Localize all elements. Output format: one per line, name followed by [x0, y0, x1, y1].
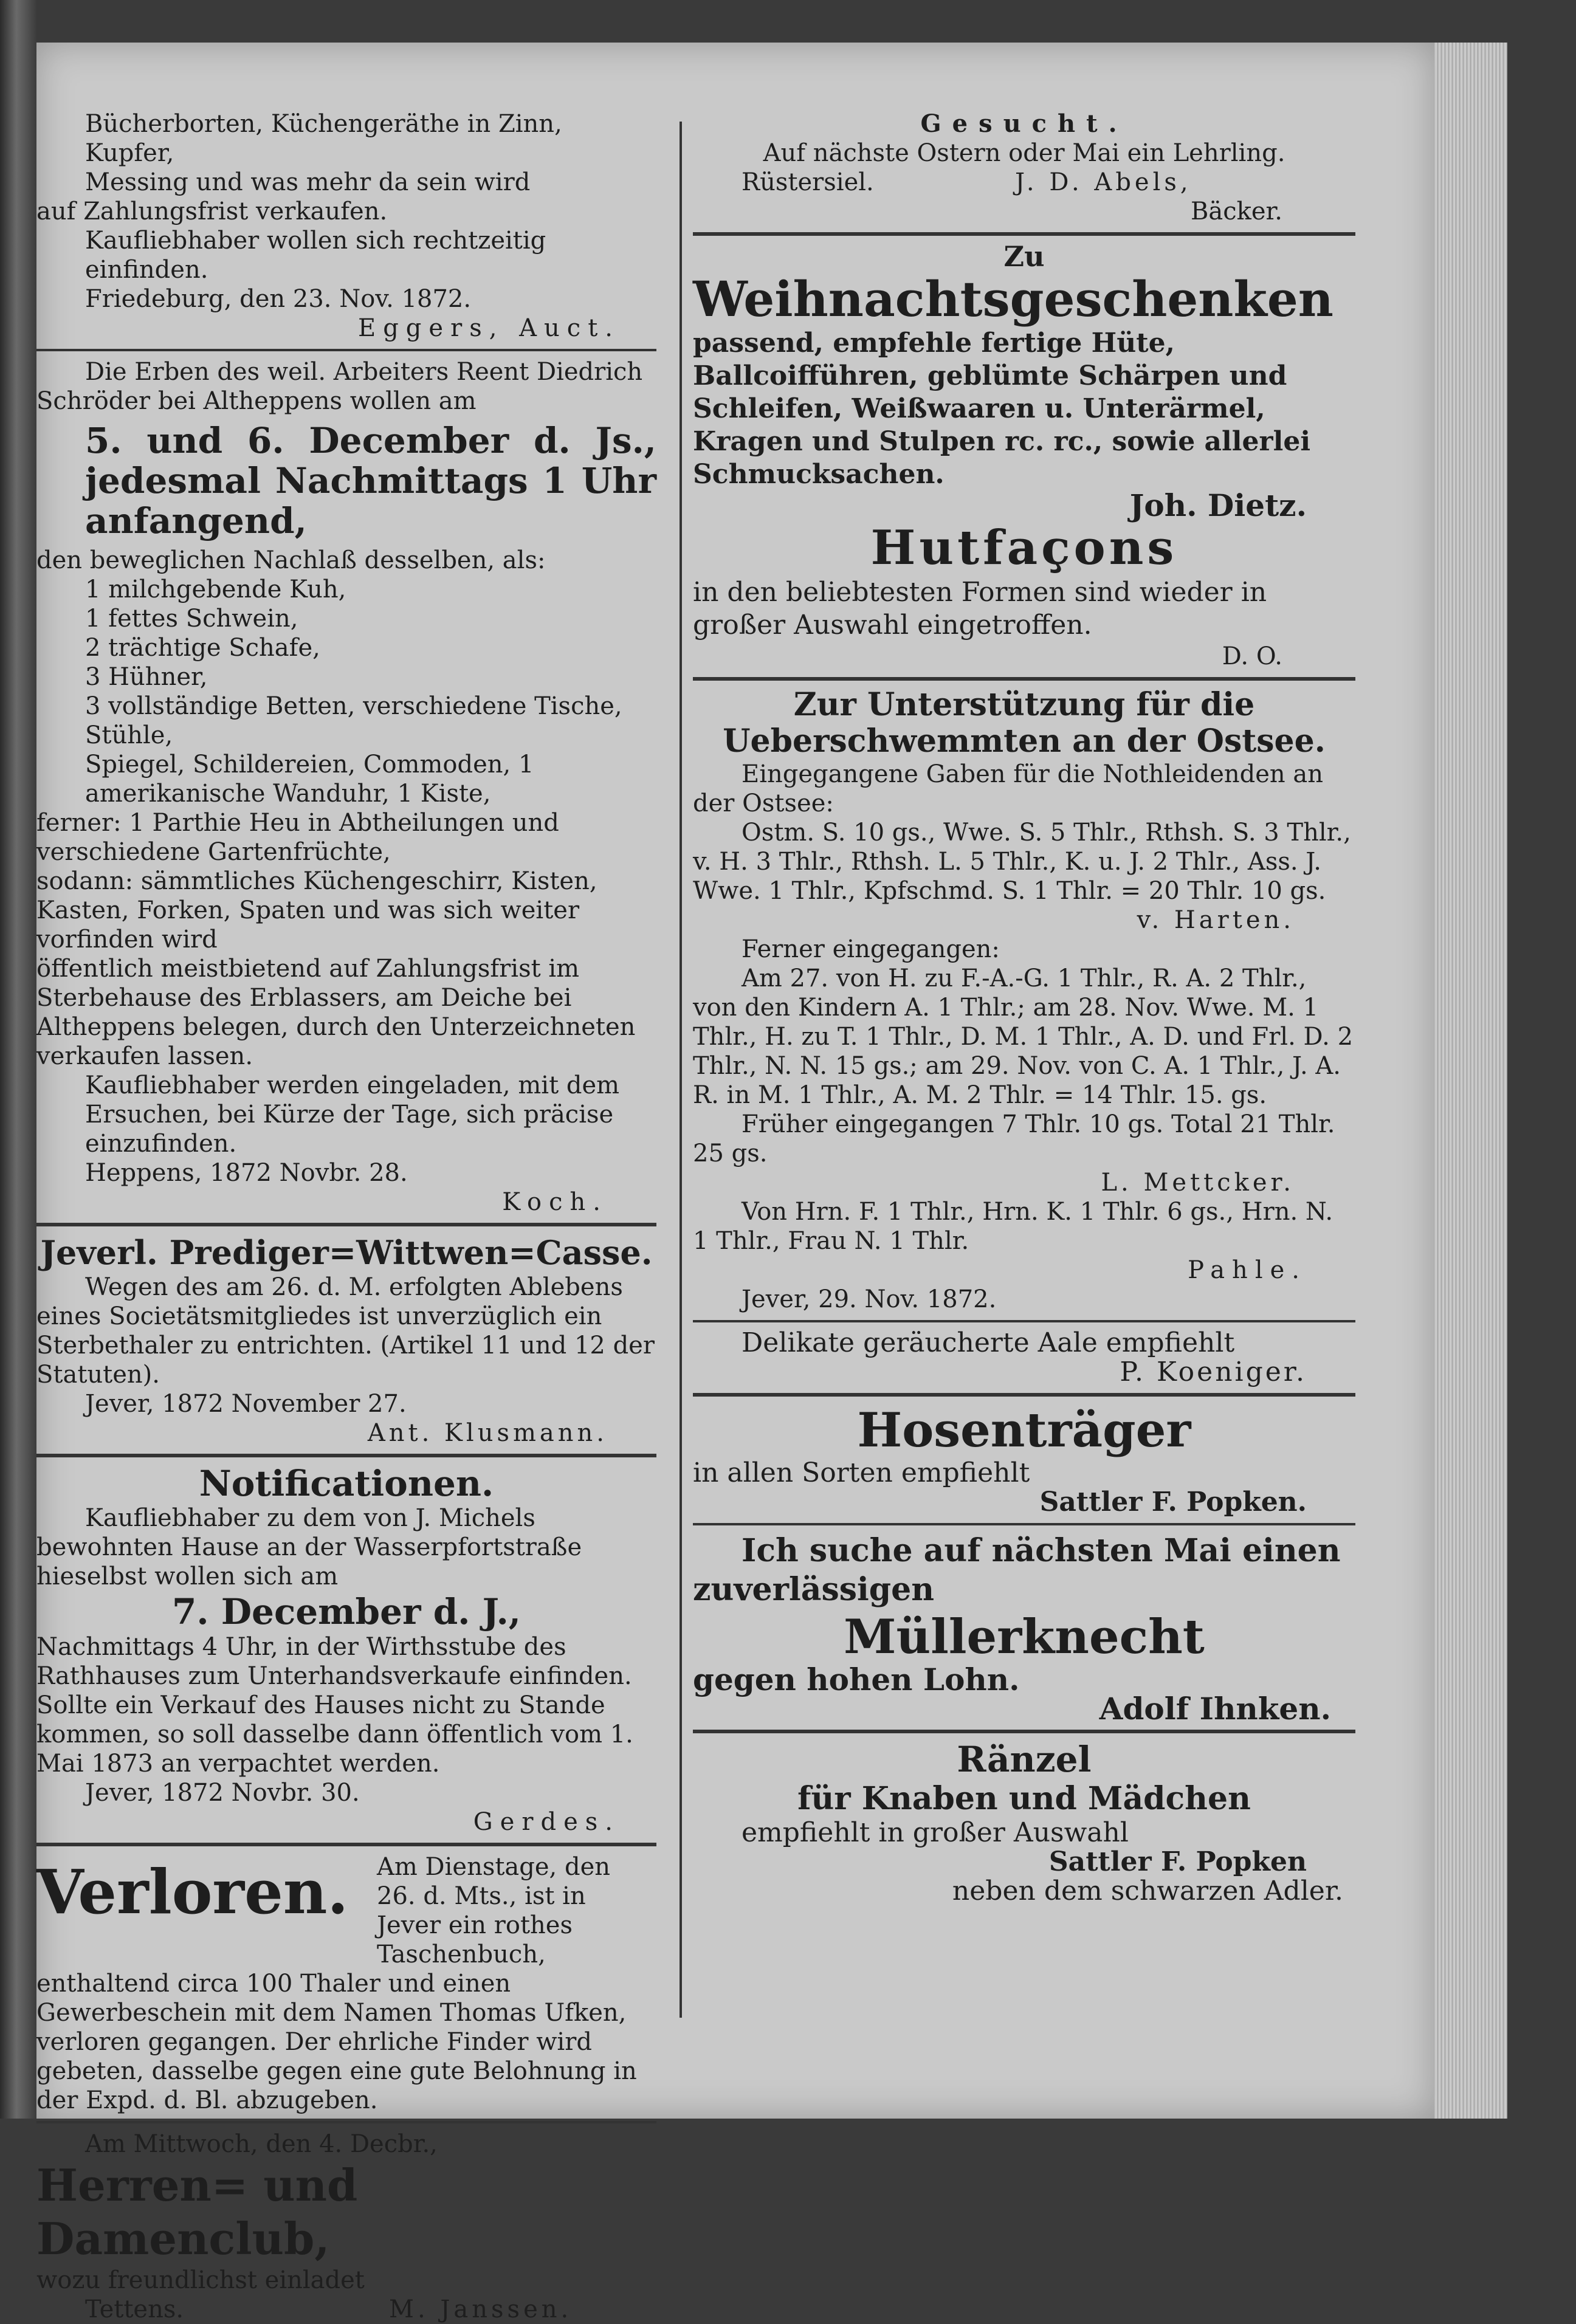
signature: Eggers, Auct. [358, 314, 620, 342]
divider [693, 1730, 1355, 1733]
page-edge [1434, 43, 1507, 2119]
divider [693, 1320, 1355, 1322]
place-date: Jever, 1872 Novbr. 30. [85, 1779, 360, 1807]
text-line: Bücherborten, Küchengeräthe in Zinn, Kupfer, [85, 110, 562, 167]
notice-text: Eingegangene Gaben für die Nothleidenden an der Ostsee: [693, 760, 1323, 817]
signature: Koch. [502, 1188, 608, 1216]
notice-text: Am 27. von H. zu F.-A.-G. 1 Thlr., R. A. 2 Thlr., von den Kindern A. 1 Thlr.; am 28. Nov. Wwe. M. 1 Thlr., H. zu T. 1 Thlr., D. M. 1 Thlr., A. D. und Frl. D. 2 Thlr., N. N. 15 gs.; am 29. Nov. von C. A. 1 Thlr., J. A. R. in M. 1 Thlr., A. M. 2 Thlr. = 14 Thlr. 15. gs. [693, 964, 1354, 1109]
column-divider [680, 122, 682, 2018]
text-line: auf Zahlungsfrist verkaufen. [36, 198, 388, 225]
divider [693, 232, 1355, 236]
book-spine [0, 0, 36, 2119]
place-date: Jever, 29. Nov. 1872. [742, 1285, 997, 1313]
notice-title: Jeverl. Prediger=Wittwen=Casse. [40, 1233, 653, 1272]
signature: J. D. Abels, [1015, 168, 1192, 196]
signature: L. Mettcker. [1101, 1169, 1295, 1197]
divider [693, 1523, 1355, 1525]
notice-title: Verloren. [36, 1856, 349, 1928]
satchel-notice [693, 1739, 1355, 1906]
auction-notice-2 [36, 357, 656, 1217]
text-line: gegen hohen Lohn. [693, 1662, 1020, 1697]
christmas-notice [693, 240, 1355, 523]
item-line: 1 fettes Schwein, [85, 605, 298, 633]
divider [36, 1843, 656, 1846]
text-line: Ferner eingegangen: [742, 935, 1000, 963]
text-line: Friedeburg, den 23. Nov. 1872. [85, 285, 472, 313]
text-line: Delikate geräucherte Aale empfiehlt [742, 1327, 1235, 1358]
item-line: 1 milchgebende Kuh, [85, 576, 346, 603]
notice-title: Müllerknecht [844, 1609, 1205, 1665]
item-line: sodann: sämmtliches Küchengeschirr, Kisten, Kasten, Forken, Spaten und was sich weiter vorfinden wird [36, 867, 597, 954]
notice-title: Herren= und Damenclub, [36, 2159, 358, 2264]
notice-text: Kaufliebhaber zu dem von J. Michels bewohnten Hause an der Wasserpfortstraße hieselbst wollen sich am [36, 1504, 582, 1590]
item-line: ferner: 1 Parthie Heu in Abtheilungen und verschiedene Gartenfrüchte, [36, 809, 559, 866]
text-line: empfiehlt in großer Auswahl [742, 1817, 1129, 1848]
auction-dates-heading: 5. und 6. December d. Js., jedesmal Nachmittags 1 Uhr anfangend, [85, 420, 656, 541]
notice-text: Früher eingegangen 7 Thlr. 10 gs. Total 21 Thlr. 25 gs. [693, 1110, 1335, 1167]
divider [36, 349, 656, 351]
text-line: Auf nächste Ostern oder Mai ein Lehrling. [763, 139, 1285, 167]
signature: Adolf Ihnken. [1099, 1691, 1331, 1727]
signature: D. O. [1222, 642, 1282, 670]
right-column [693, 109, 1355, 1906]
notice-subtitle: für Knaben und Mädchen [797, 1780, 1251, 1817]
notice-text: in den beliebtesten Formen sind wieder in großer Auswahl eingetroffen. [693, 577, 1267, 641]
signature: Pahle. [1188, 1256, 1307, 1284]
divider [693, 677, 1355, 681]
auction-notice-1 [36, 109, 656, 343]
text-line: Die Erben des weil. Arbeiters Reent Diedrich [85, 358, 643, 386]
date-heading: 7. December d. J., [172, 1591, 521, 1632]
left-column [36, 109, 656, 2324]
notice-text: Ich suche auf nächsten Mai einen zuverlässigen [693, 1532, 1341, 1608]
miller-notice [693, 1532, 1355, 1727]
notice-text: Nachmittags 4 Uhr, in der Wirthsstube des Rathhauses zum Unterhandsverkaufe einfinden. Sollte ein Verkauf des Hauses nicht zu Stande kommen, so soll dasselbe dann öffentlich vom 1. Mai 1873 an verpachtet werden. [36, 1633, 633, 1778]
place: Tettens. [85, 2295, 184, 2323]
text-line: wozu freundlichst einladet [36, 2266, 365, 2294]
flood-relief-notice [693, 687, 1355, 1314]
wanted-notice [693, 109, 1355, 226]
item-line: Spiegel, Schildereien, Commoden, 1 amerikanische Wanduhr, 1 Kiste, [85, 751, 534, 808]
notice-title: Gesucht. [920, 109, 1128, 138]
text-line: Kaufliebhaber werden eingeladen, mit dem Ersuchen, bei Kürze der Tage, sich präcise einzufinden. [85, 1071, 620, 1158]
notice-title: Notificationen. [199, 1463, 494, 1504]
club-notice [36, 2130, 656, 2324]
divider [36, 1454, 656, 1457]
notice-title: Ränzel [957, 1739, 1092, 1780]
text-line: öffentlich meistbietend auf Zahlungsfrist im Sterbehause des Erblassers, am Deiche bei Altheppens belegen, durch den Unterzeichneten verkaufen lassen. [36, 955, 636, 1070]
pre-title: Zu [1003, 240, 1045, 273]
divider [693, 1393, 1355, 1397]
notice-title: Hosenträger [857, 1403, 1191, 1458]
divider [36, 2121, 656, 2123]
widows-fund-notice [36, 1232, 656, 1448]
item-line: 3 Hühner, [85, 663, 208, 691]
text-line: Kaufliebhaber wollen sich rechtzeitig einfinden. [85, 227, 546, 284]
text-line: Heppens, 1872 Novbr. 28. [85, 1159, 408, 1187]
signature: v. Harten. [1137, 906, 1295, 934]
item-line: 2 trächtige Schafe, [85, 634, 320, 662]
text-line: Schröder bei Altheppens wollen am [36, 387, 477, 415]
notice-title: Hutfaçons [870, 520, 1178, 576]
notice-text: Wegen des am 26. d. M. erfolgten Ablebens eines Societätsmitgliedes ist unverzüglich ein Sterbethaler zu entrichten. (Artikel 11 und 12 der Statuten). [36, 1273, 655, 1389]
lost-notice [36, 1852, 656, 2115]
signature: Joh. Dietz. [1129, 487, 1307, 523]
eels-notice [693, 1329, 1355, 1387]
signature-address: neben dem schwarzen Adler. [952, 1875, 1343, 1906]
signature-title: Bäcker. [1191, 198, 1282, 225]
signature: P. Koeniger. [1120, 1356, 1307, 1387]
notice-text: Von Hrn. F. 1 Thlr., Hrn. K. 1 Thlr. 6 gs., Hrn. N. 1 Thlr., Frau N. 1 Thlr. [693, 1198, 1333, 1255]
hats-notice [693, 520, 1355, 671]
notice-side-text: Am Dienstage, den 26. d. Mts., ist in Jever ein rothes Taschenbuch, [377, 1853, 611, 1968]
notice-text: enthaltend circa 100 Thaler und einen Gewerbeschein mit dem Namen Thomas Ufken, verloren gegangen. Der ehrliche Finder wird gebeten, dasselbe gegen eine gute Belohnung in der Expd. d. Bl. abzugeben. [36, 1970, 637, 2114]
text-line: Am Mittwoch, den 4. Decbr., [85, 2130, 438, 2158]
notice-title: Zur Unterstützung für die Ueberschwemmten an der Ostsee. [723, 686, 1326, 760]
place-date: Jever, 1872 November 27. [85, 1390, 407, 1418]
signature: M. Janssen. [389, 2295, 573, 2323]
text-line: in allen Sorten empfiehlt [693, 1457, 1030, 1488]
text-line: Messing und was mehr da sein wird [85, 168, 531, 196]
signature: Sattler F. Popken. [1039, 1487, 1307, 1518]
place: Rüstersiel. [742, 168, 874, 196]
item-line: 3 vollständige Betten, verschiedene Tische, Stühle, [85, 692, 622, 749]
notifications [36, 1463, 656, 1837]
divider [36, 1223, 656, 1226]
text-line: den beweglichen Nachlaß desselben, als: [36, 546, 546, 574]
notice-text: Ostm. S. 10 gs., Wwe. S. 5 Thlr., Rthsh. S. 3 Thlr., v. H. 3 Thlr., Rthsh. L. 5 Thlr., K. u. J. 2 Thlr., Ass. J. Wwe. 1 Thlr., Kpfschmd. S. 1 Thlr. = 20 Thlr. 10 gs. [693, 819, 1351, 905]
braces-notice [693, 1403, 1355, 1517]
notice-title: Weihnachtsgeschenken [693, 270, 1333, 328]
signature: Gerdes. [473, 1808, 620, 1836]
signature: Ant. Klusmann. [367, 1419, 608, 1447]
signature: Sattler F. Popken [1048, 1846, 1307, 1877]
notice-text: passend, empfehle fertige Hüte, Ballcoifführen, geblümte Schärpen und Schleifen, Weißwaaren u. Unterärmel, Kragen und Stulpen rc. rc., sowie allerlei Schmucksachen. [693, 328, 1311, 490]
